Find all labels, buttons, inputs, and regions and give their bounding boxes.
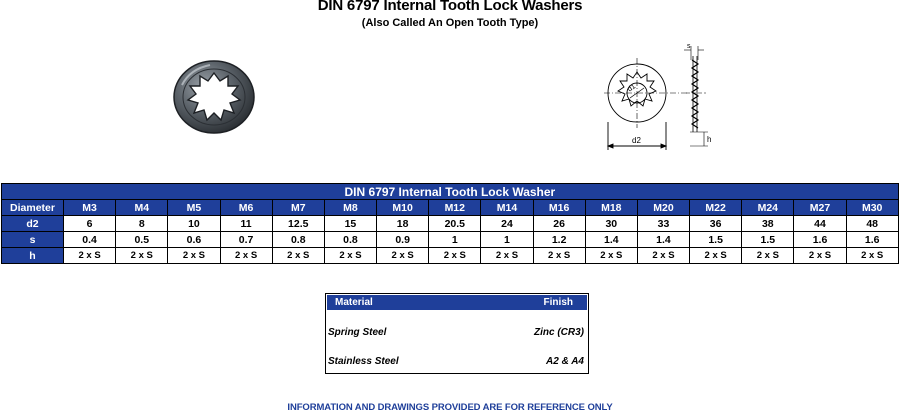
table-cell: 1.2 xyxy=(533,232,585,248)
drawing-label-d1: d1 xyxy=(626,83,638,94)
table-cell: 2 x S xyxy=(429,248,481,264)
table-cell: M6 xyxy=(220,200,272,216)
finish-header-finish: Finish xyxy=(543,297,573,308)
finish-row-stainless-steel xyxy=(328,355,586,369)
table-cell: 1 xyxy=(481,232,533,248)
finish-header-material: Material xyxy=(335,297,373,308)
table-cell: 2 x S xyxy=(585,248,637,264)
finish-material: Spring Steel xyxy=(328,327,387,338)
drawing-label-h: h xyxy=(707,135,712,144)
drawing-label-s: s xyxy=(687,43,691,50)
table-cell: 1 xyxy=(429,232,481,248)
table-cell: 44 xyxy=(794,216,846,232)
table-cell: 2 x S xyxy=(794,248,846,264)
table-cell: 0.6 xyxy=(168,232,220,248)
table-cell: 24 xyxy=(481,216,533,232)
table-cell: 2 x S xyxy=(272,248,324,264)
spec-row-s xyxy=(2,232,899,248)
table-cell: M7 xyxy=(272,200,324,216)
table-cell: 2 x S xyxy=(690,248,742,264)
washer-photo xyxy=(168,57,260,142)
table-cell: 10 xyxy=(168,216,220,232)
spec-table-caption: DIN 6797 Internal Tooth Lock Washer xyxy=(2,184,899,200)
table-cell: M4 xyxy=(116,200,168,216)
table-cell: 26 xyxy=(533,216,585,232)
table-cell: M18 xyxy=(585,200,637,216)
table-cell: 2 x S xyxy=(533,248,585,264)
table-cell: 0.8 xyxy=(324,232,376,248)
row-label: s xyxy=(2,232,64,248)
finish-row-spring-steel xyxy=(328,326,586,340)
table-cell: 20.5 xyxy=(429,216,481,232)
table-cell: 33 xyxy=(637,216,689,232)
table-cell: 15 xyxy=(324,216,376,232)
table-cell: 36 xyxy=(690,216,742,232)
table-cell: 2 x S xyxy=(846,248,898,264)
table-cell: 2 x S xyxy=(637,248,689,264)
table-cell: 2 x S xyxy=(481,248,533,264)
row-label: Diameter xyxy=(2,200,64,216)
table-cell: 2 x S xyxy=(220,248,272,264)
table-cell: 1.6 xyxy=(794,232,846,248)
washer-technical-drawing xyxy=(598,40,738,157)
row-label: d2 xyxy=(2,216,64,232)
table-cell: 11 xyxy=(220,216,272,232)
table-cell: 1.4 xyxy=(637,232,689,248)
table-cell: 8 xyxy=(116,216,168,232)
table-cell: 1.6 xyxy=(846,232,898,248)
table-cell: M16 xyxy=(533,200,585,216)
table-cell: M27 xyxy=(794,200,846,216)
table-cell: 0.8 xyxy=(272,232,324,248)
table-cell: M22 xyxy=(690,200,742,216)
page-subtitle: (Also Called An Open Tooth Type) xyxy=(361,17,539,29)
table-cell: M12 xyxy=(429,200,481,216)
finish-table xyxy=(325,293,589,374)
spec-table xyxy=(1,183,899,264)
table-cell: 2 x S xyxy=(64,248,116,264)
table-cell: 0.7 xyxy=(220,232,272,248)
table-cell: 2 x S xyxy=(324,248,376,264)
finish-table-header xyxy=(327,295,587,310)
table-cell: M3 xyxy=(64,200,116,216)
table-cell: M24 xyxy=(742,200,794,216)
spec-row-diameter xyxy=(2,200,899,216)
table-cell: M8 xyxy=(324,200,376,216)
finish-material: Stainless Steel xyxy=(328,356,399,367)
reference-disclaimer: INFORMATION AND DRAWINGS PROVIDED ARE FOR REFERENCE ONLY xyxy=(287,402,613,413)
spec-table-caption-row xyxy=(2,184,899,200)
row-label: h xyxy=(2,248,64,264)
table-cell: 1.4 xyxy=(585,232,637,248)
table-cell: M5 xyxy=(168,200,220,216)
table-cell: 30 xyxy=(585,216,637,232)
table-cell: 12.5 xyxy=(272,216,324,232)
finish-value: Zinc (CR3) xyxy=(534,327,584,338)
table-cell: 0.9 xyxy=(377,232,429,248)
spec-row-d2 xyxy=(2,216,899,232)
finish-value: A2 & A4 xyxy=(546,356,584,367)
table-cell: 2 x S xyxy=(377,248,429,264)
table-cell: 1.5 xyxy=(690,232,742,248)
table-cell: 2 x S xyxy=(168,248,220,264)
table-cell: M20 xyxy=(637,200,689,216)
table-cell: 1.5 xyxy=(742,232,794,248)
table-cell: 2 x S xyxy=(742,248,794,264)
table-cell: 18 xyxy=(377,216,429,232)
table-cell: 48 xyxy=(846,216,898,232)
drawing-label-d2: d2 xyxy=(632,136,641,145)
table-cell: M30 xyxy=(846,200,898,216)
table-cell: 6 xyxy=(64,216,116,232)
spec-row-h xyxy=(2,248,899,264)
table-cell: M10 xyxy=(377,200,429,216)
table-cell: 38 xyxy=(742,216,794,232)
table-cell: 0.5 xyxy=(116,232,168,248)
page-title: DIN 6797 Internal Tooth Lock Washers xyxy=(317,0,583,14)
table-cell: 2 x S xyxy=(116,248,168,264)
table-cell: 0.4 xyxy=(64,232,116,248)
table-cell: M14 xyxy=(481,200,533,216)
